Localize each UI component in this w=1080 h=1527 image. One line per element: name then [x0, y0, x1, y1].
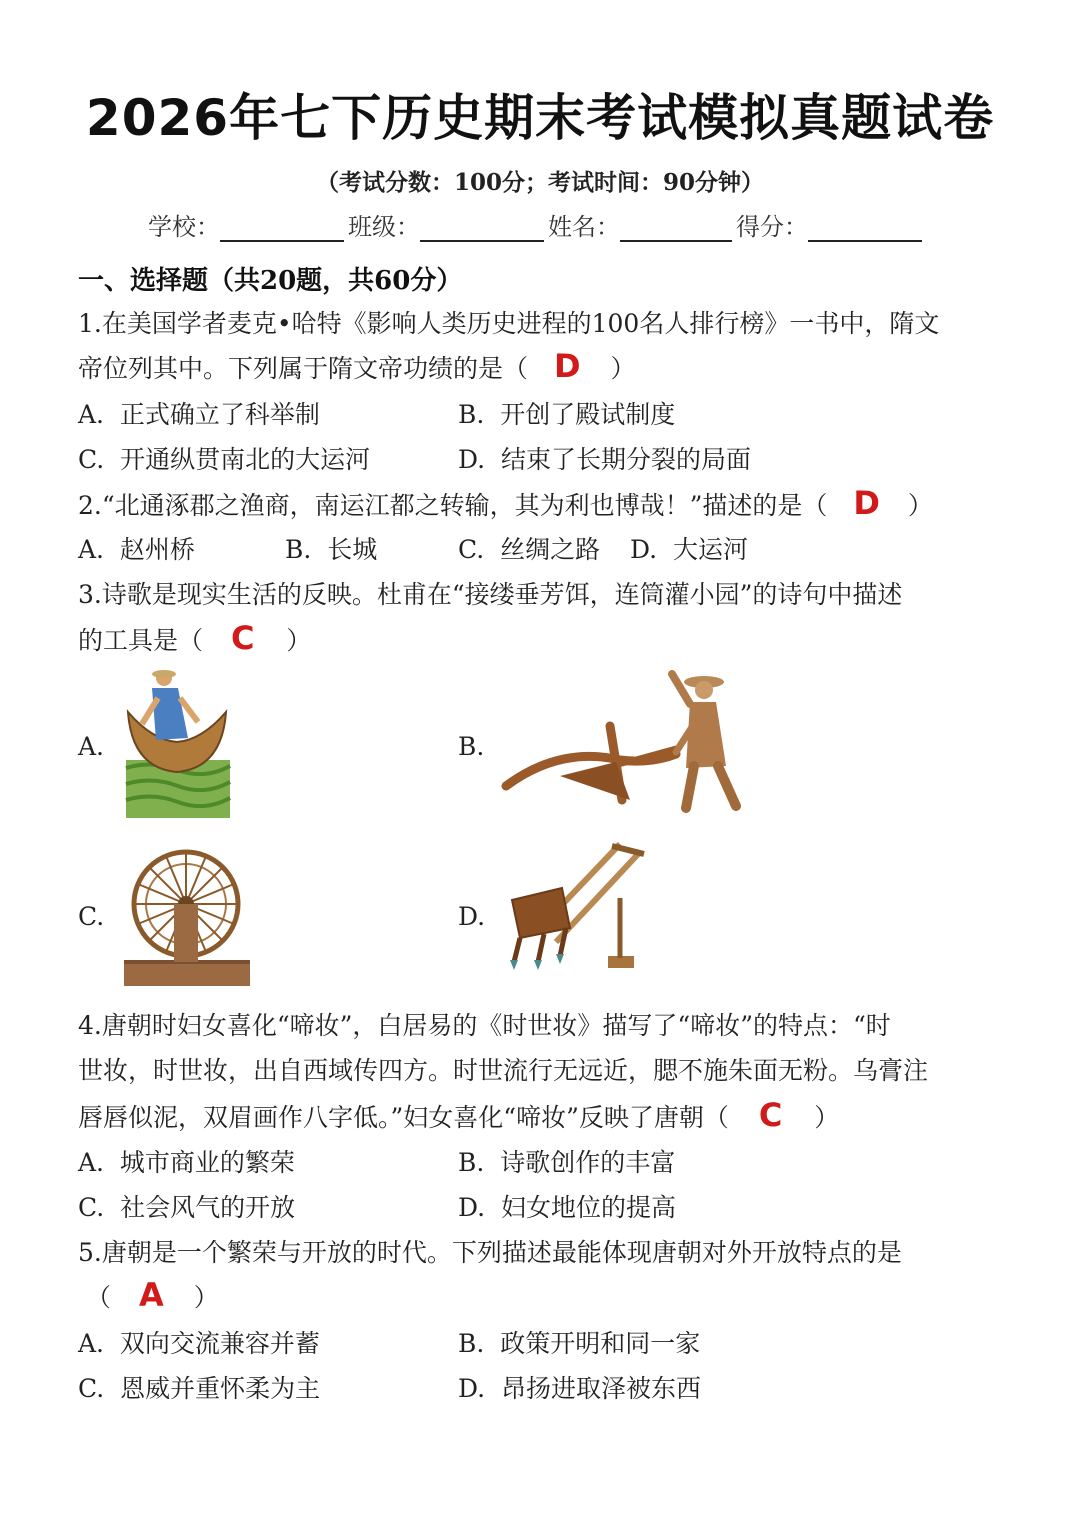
q5-option-d[interactable]: D. 昂扬进取泽被东西	[458, 1374, 702, 1403]
q5-open: （	[86, 1283, 112, 1312]
score-label: 得分：	[736, 213, 808, 241]
q1-option-d[interactable]: D. 结束了长期分裂的局面	[458, 445, 752, 474]
q5-option-b[interactable]: B. 政策开明和同一家	[458, 1329, 701, 1358]
q4-answer: C	[758, 1096, 783, 1134]
q3-close: ）	[286, 626, 312, 655]
q3-option-b-label[interactable]: B.	[458, 732, 485, 761]
name-label: 姓名：	[548, 213, 620, 241]
q3-stem-line2	[78, 619, 311, 657]
q2-option-c[interactable]: C. 丝绸之路	[458, 535, 601, 564]
q1-stem-line2	[78, 347, 636, 385]
q1-answer: D	[553, 347, 581, 385]
q3-option-a-label[interactable]: A.	[78, 732, 105, 761]
q5-answer: A	[138, 1276, 164, 1314]
q1-stem-line1: 1.在美国学者麦克•哈特《影响人类历史进程的100名人排行榜》一书中，隋文	[78, 309, 940, 338]
waterwheel-icon[interactable]	[122, 848, 252, 988]
q4-option-d[interactable]: D. 妇女地位的提高	[458, 1193, 677, 1222]
student-info-row	[148, 208, 926, 242]
q3-answer: C	[230, 619, 255, 657]
q2-option-d[interactable]: D. 大运河	[630, 535, 749, 564]
q2-stem-line1	[78, 484, 933, 522]
q3-stem-line1: 3.诗歌是现实生活的反映。杜甫在“接缕垂芳饵，连筒灌小园”的诗句中描述	[78, 580, 903, 609]
class-label: 班级：	[348, 213, 420, 241]
q3-option-c-label[interactable]: C.	[78, 902, 105, 931]
seed-drill-icon[interactable]	[500, 838, 650, 978]
q1-close: ）	[610, 354, 636, 383]
exam-subtitle: （考试分数：100分；考试时间：90分钟）	[315, 169, 765, 196]
q2-stem-text: 2.“北通涿郡之渔商，南运江都之转输，其为利也博哉！”描述的是（	[78, 491, 828, 520]
farmer-boat-icon[interactable]	[122, 668, 232, 820]
q1-option-b[interactable]: B. 开创了殿试制度	[458, 400, 676, 429]
q3-option-d-label[interactable]: D.	[458, 902, 486, 931]
school-label: 学校：	[148, 213, 220, 241]
q4-close: ）	[814, 1103, 840, 1132]
q5-stem-line1: 5.唐朝是一个繁荣与开放的时代。下列描述最能体现唐朝对外开放特点的是	[78, 1238, 902, 1267]
q2-close: ）	[907, 491, 933, 520]
plow-farmer-icon[interactable]	[500, 668, 746, 816]
q2-answer: D	[853, 484, 880, 522]
q5-stem-line2	[86, 1276, 219, 1314]
school-blank[interactable]	[220, 214, 344, 242]
name-blank[interactable]	[620, 214, 732, 242]
q1-option-c[interactable]: C. 开通纵贯南北的大运河	[78, 445, 371, 474]
exam-title: 2026年七下历史期末考试模拟真题试卷	[85, 89, 995, 147]
q4-option-b[interactable]: B. 诗歌创作的丰富	[458, 1148, 676, 1177]
class-blank[interactable]	[420, 214, 544, 242]
q4-stem-line3	[78, 1096, 839, 1134]
q5-close: ）	[193, 1283, 219, 1312]
q2-option-a[interactable]: A. 赵州桥	[78, 535, 195, 564]
q5-option-a[interactable]: A. 双向交流兼容并蓄	[78, 1329, 320, 1358]
q4-stem-text: 唇唇似泥，双眉画作八字低。”妇女喜化“啼妆”反映了唐朝（	[78, 1103, 729, 1132]
q3-stem-text: 的工具是（	[78, 626, 204, 655]
q4-option-c[interactable]: C. 社会风气的开放	[78, 1193, 296, 1222]
q5-option-c[interactable]: C. 恩威并重怀柔为主	[78, 1374, 321, 1403]
section-heading: 一、选择题（共20题，共60分）	[78, 266, 463, 296]
q4-stem-line2: 世妆，时世妆，出自西域传四方。时世流行无远近，腮不施朱面无粉。乌膏注	[78, 1056, 929, 1085]
q1-stem-text: 帝位列其中。下列属于隋文帝功绩的是（	[78, 354, 529, 383]
q2-option-b[interactable]: B. 长城	[285, 535, 378, 564]
q1-option-a[interactable]: A. 正式确立了科举制	[78, 400, 320, 429]
q4-stem-line1: 4.唐朝时妇女喜化“啼妆”，白居易的《时世妆》描写了“啼妆”的特点：“时	[78, 1011, 891, 1040]
q4-option-a[interactable]: A. 城市商业的繁荣	[78, 1148, 295, 1177]
score-blank[interactable]	[808, 214, 922, 242]
